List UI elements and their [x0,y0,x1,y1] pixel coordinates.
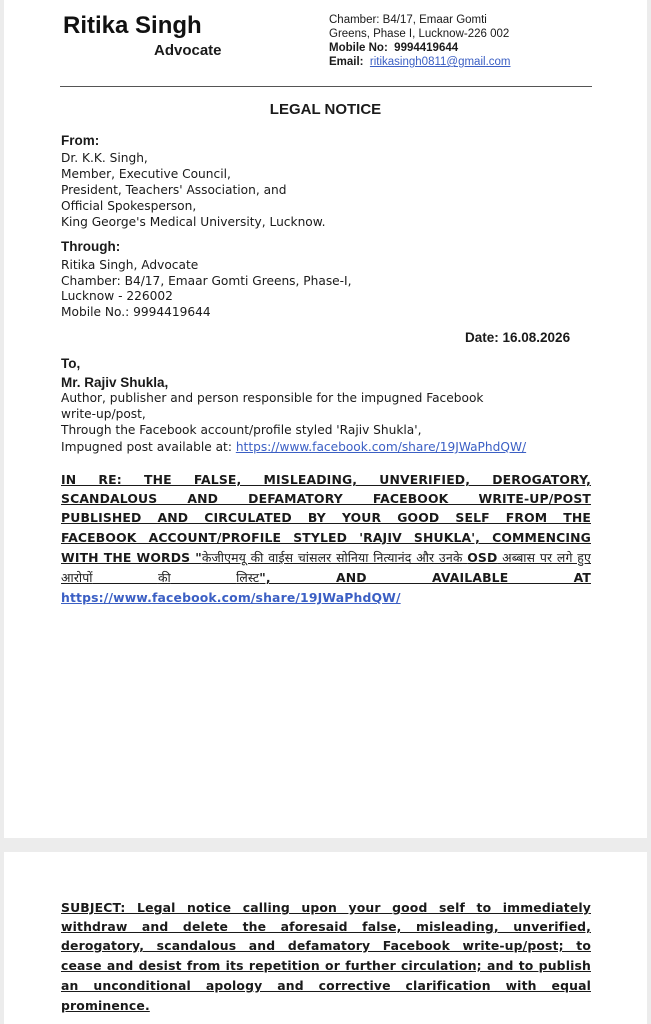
subject-line: SUBJECT: Legal notice calling upon your good self to immediately [61,900,591,915]
subject-line: an unconditional apology and corrective clarification with equal [61,978,591,993]
in-re-hindi-line-2 [61,568,591,588]
in-re-link[interactable]: https://www.facebook.com/share/19JWaPhdQW/ [61,590,401,605]
from-label: From: [61,133,100,148]
hindi-word-1: आरोपों [61,570,93,585]
advocate-designation: Advocate [154,42,222,59]
email-link[interactable]: ritikasingh0811@gmail.com [369,56,511,68]
advocate-name: Ritika Singh [63,12,202,39]
impugned-post-prefix: Impugned post available at: [61,440,236,454]
notice-title: LEGAL NOTICE [269,101,382,118]
in-re-line: IN RE: THE FALSE, MISLEADING, UNVERIFIED, DEROGATORY, [61,472,591,487]
subject-line: derogatory, scandalous and defamatory Facebook write-up/post; to [61,938,591,953]
email-label: Email: [329,56,364,68]
hindi-word-3: लिस्ट [236,570,260,585]
header-divider [60,86,592,87]
in-re-prefix: WITH THE WORDS " [61,550,202,565]
notice-page-2 [4,852,647,1024]
impugned-post-link[interactable]: https://www.facebook.com/share/19JWaPhdQW/ [235,440,527,454]
subject-line: withdraw and delete the aforesaid false, misleading, unverified, [61,919,591,934]
in-re-line: PUBLISHED AND CIRCULATED BY YOUR GOOD SELF FROM THE [61,510,591,525]
mobile-value: 9994419644 [394,42,459,54]
hindi-quote-part-2: अब्बास पर लगे हुए [497,550,591,565]
mobile-label: Mobile No: [329,42,388,54]
hindi-quote-part-1: केजीएमयू की वाईस चांसलर सोनिया नित्यानंद और उनके [201,550,468,565]
recipient-line: Author, publisher and person responsible for the impugned Facebook [61,391,484,405]
notice-date: Date: 16.08.2026 [465,330,571,345]
email-line [329,55,510,69]
through-line: Lucknow - 226002 [61,289,173,303]
to-label: To, [61,356,81,371]
chamber-line-2: Greens, Phase I, Lucknow-226 002 [329,28,510,40]
through-line: Ritika Singh, Advocate [61,258,199,272]
from-line: Member, Executive Council, [61,167,231,181]
from-line: King George's Medical University, Lucknow. [61,215,326,229]
in-re-available-at: ", AND AVAILABLE AT [259,570,591,585]
impugned-post-line [61,440,526,456]
hindi-word-2: की [157,570,171,585]
in-re-line: SCANDALOUS AND DEFAMATORY FACEBOOK WRITE-UP/POST [61,491,591,506]
recipient-name: Mr. Rajiv Shukla, [61,375,169,390]
recipient-line: Through the Facebook account/profile styled 'Rajiv Shukla', [61,423,422,437]
through-label: Through: [61,239,121,254]
subject-line: prominence. [61,998,150,1013]
chamber-line-1: Chamber: B4/17, Emaar Gomti [329,14,487,26]
from-line: Dr. K.K. Singh, [61,151,148,165]
subject-line: cease and desist from its repetition or further circulation; and to publish [61,958,591,973]
mobile-line [329,41,458,55]
notice-page-1 [4,0,647,838]
osd-text: OSD [467,550,498,565]
from-line: President, Teachers' Association, and [61,183,287,197]
through-line: Chamber: B4/17, Emaar Gomti Greens, Phase-I, [61,274,352,288]
recipient-line: write-up/post, [61,407,146,421]
from-line: Official Spokesperson, [61,199,197,213]
in-re-line: FACEBOOK ACCOUNT/PROFILE STYLED 'RAJIV SHUKLA', COMMENCING [61,530,591,545]
in-re-hindi-line [61,548,591,568]
through-line: Mobile No.: 9994419644 [61,305,211,319]
